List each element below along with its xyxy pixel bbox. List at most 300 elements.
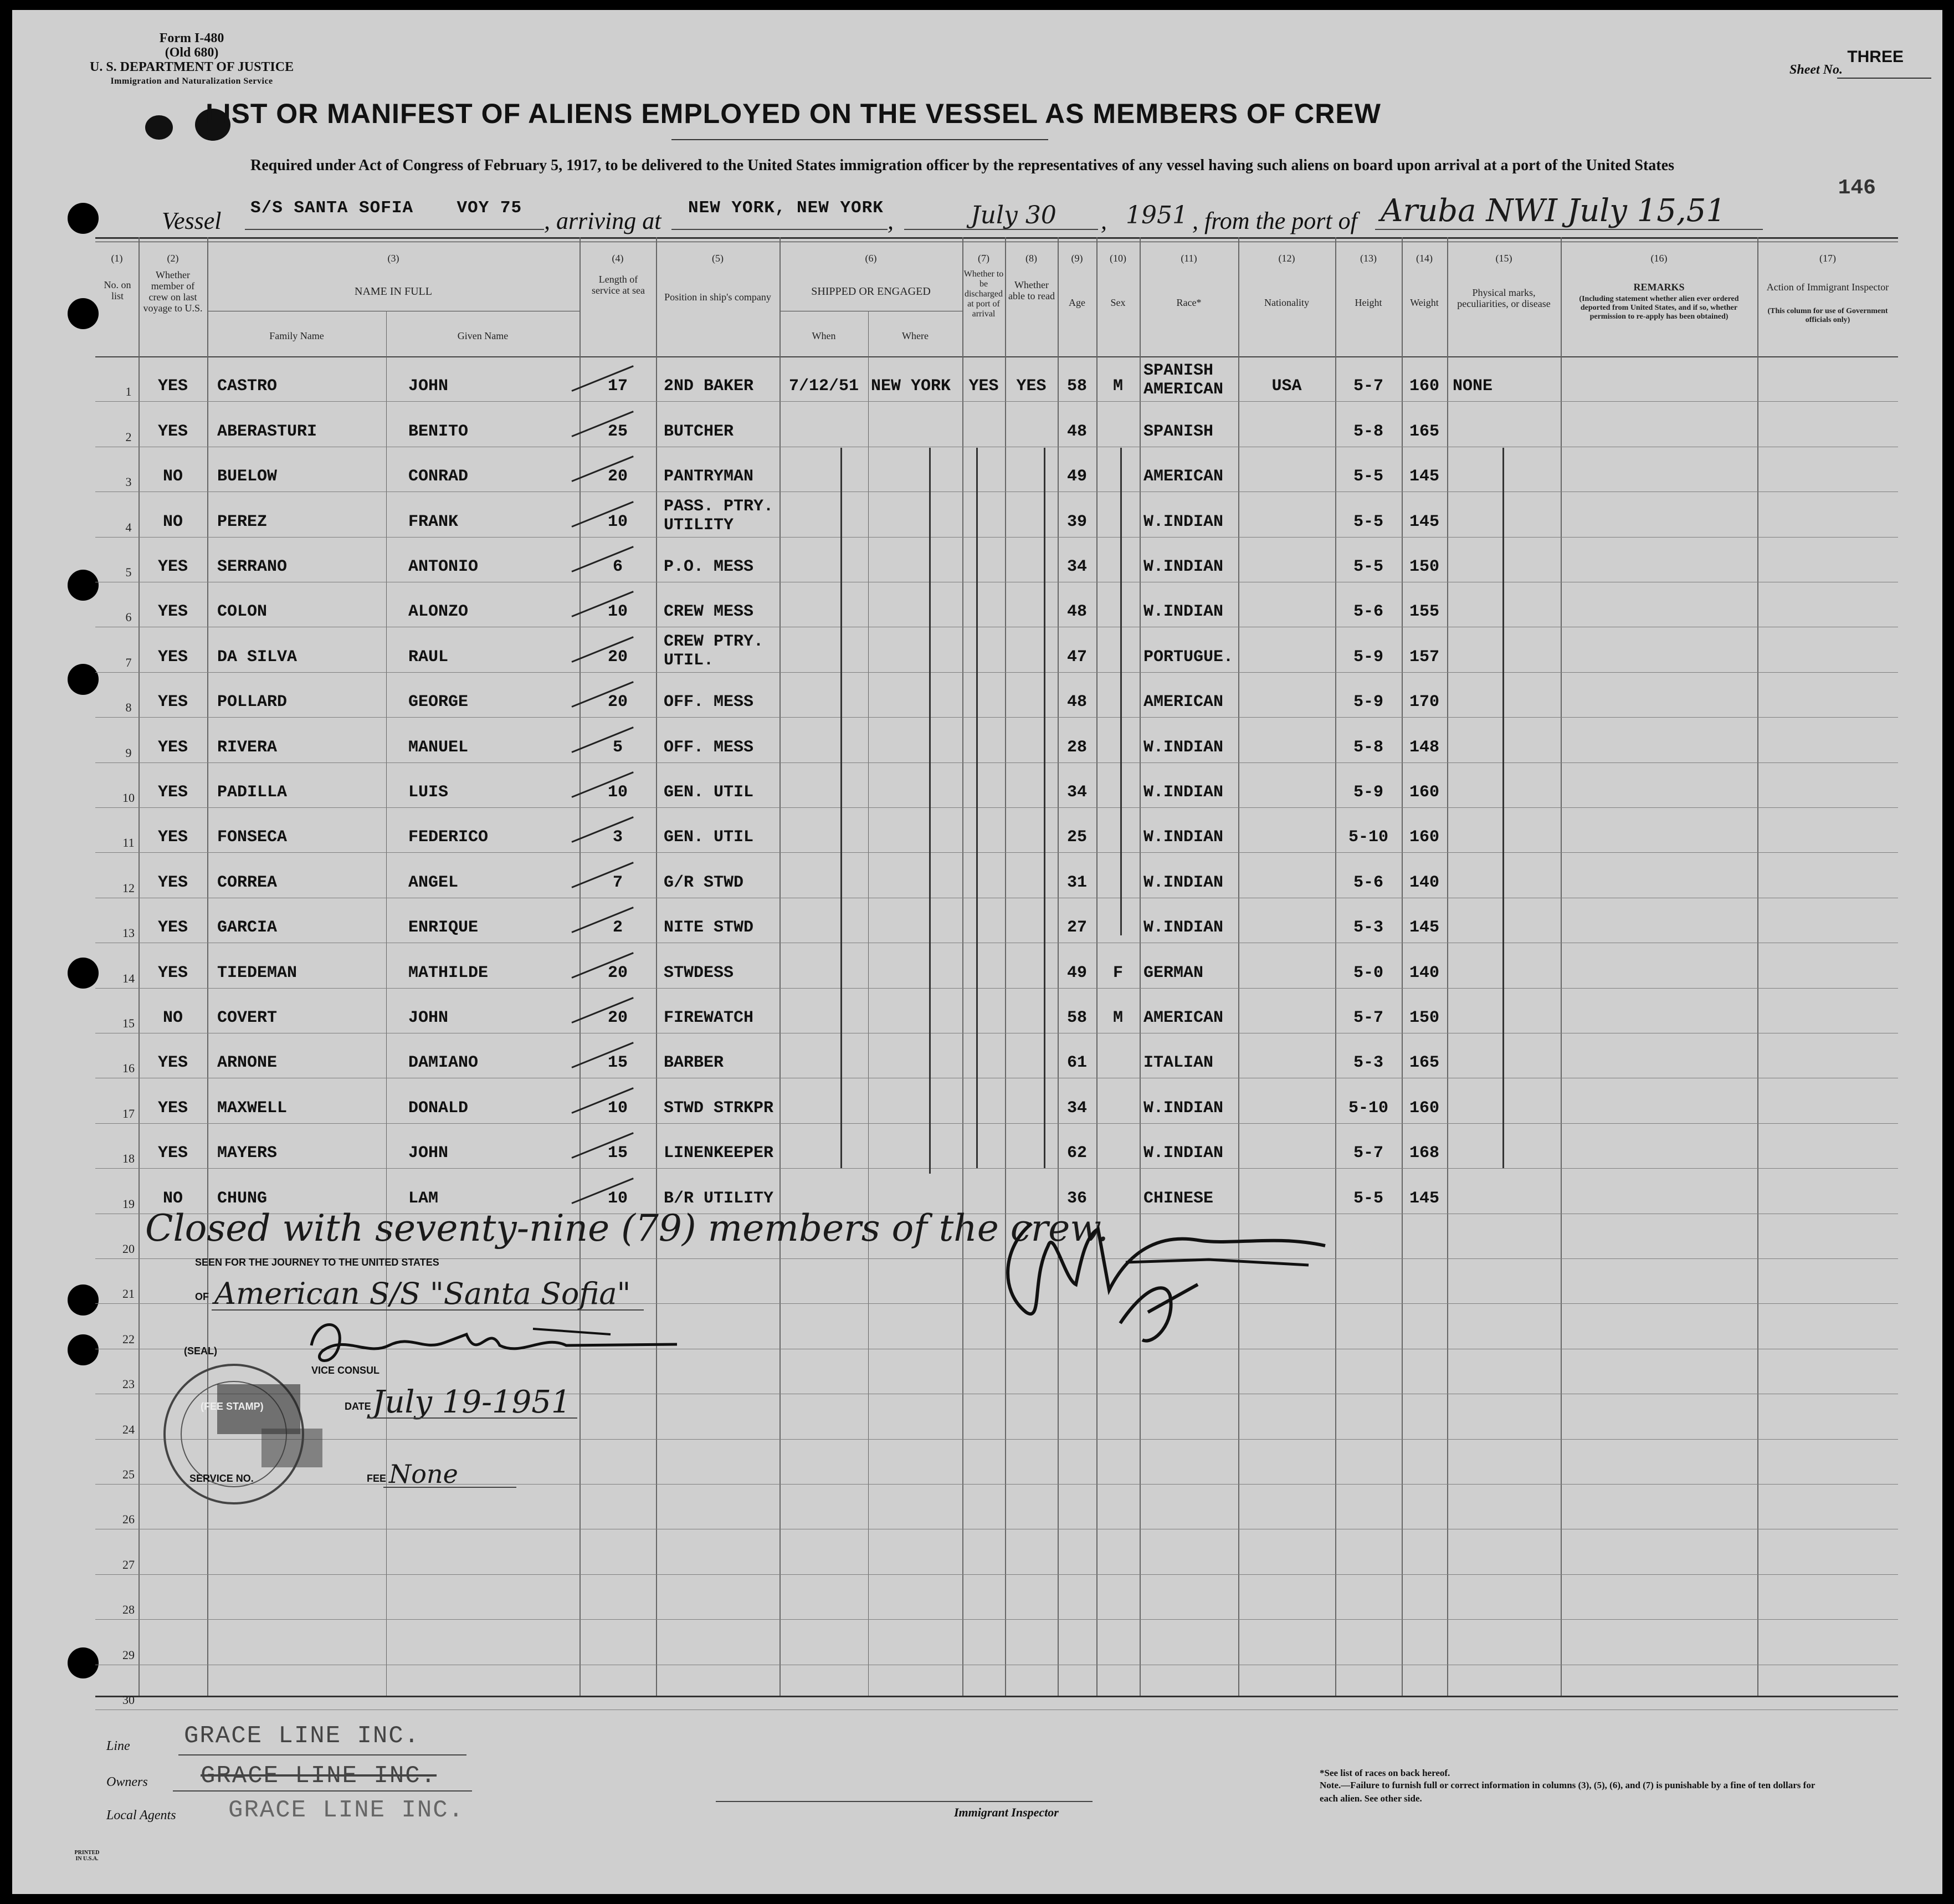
- cell-prev: YES: [157, 602, 188, 622]
- service-name: Immigration and Naturalization Service: [110, 76, 273, 86]
- col-header-race: Race*: [1176, 297, 1202, 308]
- cell-service: 6: [612, 557, 623, 576]
- cell-height: 5-8: [1353, 738, 1383, 757]
- arrival-port: NEW YORK, NEW YORK: [688, 198, 884, 218]
- cell-prev: YES: [157, 647, 188, 667]
- cell-prev: YES: [157, 377, 188, 396]
- cell-age: 58: [1066, 377, 1087, 396]
- fee-label: FEE: [367, 1473, 387, 1484]
- col-num: (9): [1071, 253, 1083, 264]
- cell-race: AMERICAN: [1143, 1009, 1224, 1027]
- form-old-number: (Old 680): [165, 45, 219, 60]
- col-num: (10): [1110, 253, 1126, 264]
- cell-prev: YES: [157, 1098, 188, 1118]
- cell-given: ANTONIO: [408, 557, 479, 576]
- cell-weight: 140: [1409, 873, 1439, 892]
- cell-prev: YES: [157, 693, 188, 712]
- col-num: (4): [612, 253, 624, 264]
- cell-family: ARNONE: [217, 1053, 278, 1073]
- row-number: 24: [122, 1422, 135, 1436]
- row-rule: [95, 807, 1898, 808]
- cell-sex: M: [1112, 377, 1123, 396]
- col-line: [868, 311, 869, 1696]
- cell-weight: 145: [1409, 467, 1439, 487]
- cell-height: 5-9: [1353, 693, 1383, 712]
- cell-age: 58: [1066, 1009, 1087, 1027]
- row-number: 23: [122, 1377, 135, 1391]
- subheader-family-name: Family Name: [269, 330, 324, 341]
- cell-weight: 160: [1409, 377, 1439, 396]
- cell-position: CREW PTRY. UTIL.: [664, 632, 764, 670]
- cell-position: GEN. UTIL: [664, 828, 754, 847]
- col-num: (3): [387, 253, 399, 264]
- cell-position: FIREWATCH: [664, 1009, 754, 1027]
- cell-race: W.INDIAN: [1143, 557, 1224, 576]
- cell-weight: 155: [1409, 602, 1439, 622]
- ditto-line: [1502, 448, 1504, 1168]
- cell-given: MATHILDE: [408, 963, 489, 982]
- cell-family: CORREA: [217, 873, 278, 892]
- cell-height: 5-10: [1348, 828, 1388, 847]
- cell-weight: 145: [1409, 512, 1439, 531]
- penalty-note: Note.—Failure to furnish full or correct information in columns (3), (5), (6), and (7) is punishable by a fine of ten dollars for each alien. See other side.: [1320, 1780, 1815, 1804]
- row-number: 1: [125, 385, 132, 399]
- cell-age: 34: [1066, 557, 1087, 576]
- cell-prev: NO: [162, 1009, 183, 1027]
- agents-label: Local Agents: [106, 1808, 176, 1823]
- col-num: (14): [1416, 253, 1433, 264]
- col-num: (17): [1819, 253, 1836, 264]
- row-rule: [95, 537, 1898, 538]
- row-number: 19: [122, 1196, 135, 1211]
- ditto-line: [840, 448, 842, 1168]
- agents-value: GRACE LINE INC.: [228, 1796, 465, 1824]
- cell-where: NEW YORK: [871, 377, 951, 396]
- cell-service: 3: [612, 828, 623, 847]
- cell-race: W.INDIAN: [1143, 828, 1224, 847]
- action-note: (This column for use of Government officials only): [1767, 307, 1888, 324]
- seal-label: (SEAL): [184, 1345, 217, 1357]
- cell-race: W.INDIAN: [1143, 512, 1224, 531]
- row-number: 26: [122, 1512, 135, 1527]
- cell-height: 5-9: [1353, 783, 1383, 802]
- cell-race: W.INDIAN: [1143, 738, 1224, 757]
- row-rule: [95, 762, 1898, 763]
- cell-family: GARCIA: [217, 918, 278, 938]
- cell-given: FRANK: [408, 512, 459, 531]
- row-number: 27: [122, 1557, 135, 1572]
- ditto-line: [976, 448, 978, 1168]
- cell-service: 7: [612, 873, 623, 892]
- consular-date-underline: [367, 1417, 577, 1419]
- cell-weight: 160: [1409, 828, 1439, 847]
- cell-prev: NO: [162, 467, 183, 487]
- cell-height: 5-9: [1353, 647, 1383, 667]
- row-number: 12: [122, 881, 135, 895]
- cell-weight: 165: [1409, 1053, 1439, 1073]
- fee-amount: None: [389, 1459, 458, 1489]
- row-number: 5: [125, 565, 132, 579]
- cell-given: LAM: [408, 1189, 439, 1208]
- col-num: (1): [111, 253, 123, 264]
- department-name: U. S. DEPARTMENT OF JUSTICE: [90, 60, 294, 74]
- cell-position: BUTCHER: [664, 422, 734, 441]
- inspector-signature-line: [716, 1801, 1093, 1802]
- cell-race: W.INDIAN: [1143, 918, 1224, 938]
- row-rule: [95, 1709, 1898, 1710]
- cell-nationality: USA: [1271, 377, 1302, 396]
- row-rule: [95, 1168, 1898, 1169]
- col-header-marks: Physical marks, peculiarities, or disease: [1457, 287, 1551, 309]
- col-num: (12): [1278, 253, 1295, 264]
- cell-position: B/R UTILITY: [664, 1189, 774, 1208]
- cell-prev: YES: [157, 557, 188, 576]
- cell-given: ENRIQUE: [408, 918, 479, 938]
- subheader-when: When: [812, 330, 836, 341]
- cell-height: 5-6: [1353, 873, 1383, 892]
- cell-height: 5-0: [1353, 963, 1383, 982]
- cell-position: PANTRYMAN: [664, 467, 754, 487]
- cell-position: OFF. MESS: [664, 738, 754, 757]
- cell-when: 7/12/51: [788, 377, 859, 396]
- cell-given: JOHN: [408, 1144, 449, 1163]
- cell-service: 20: [607, 647, 628, 667]
- arrival-date: July 30: [971, 201, 1057, 229]
- cell-service: 20: [607, 693, 628, 712]
- col-num: (11): [1181, 253, 1197, 264]
- cell-position: GEN. UTIL: [664, 783, 754, 802]
- row-rule: [95, 717, 1898, 718]
- inspector-signature: [998, 1212, 1342, 1357]
- col-num: (6): [865, 253, 877, 264]
- owners-label: Owners: [106, 1775, 148, 1789]
- row-number: 20: [122, 1242, 135, 1256]
- row-number: 10: [122, 791, 135, 805]
- cell-weight: 145: [1409, 1189, 1439, 1208]
- line-label: Line: [106, 1739, 130, 1753]
- cell-race: W.INDIAN: [1143, 1098, 1224, 1118]
- col-line: [386, 311, 387, 1696]
- col-line: [1005, 237, 1006, 1696]
- consular-seal-stamp: [151, 1357, 328, 1512]
- remarks-note: (Including statement whether alien ever ordered deported from United States, and if so, whether permission to re-apply has been obtained): [1579, 295, 1739, 321]
- row-rule: [95, 988, 1898, 989]
- row-number: 3: [125, 475, 132, 489]
- row-rule: [95, 1574, 1898, 1575]
- table-top-rule: [95, 237, 1898, 239]
- cell-service: 20: [607, 1009, 628, 1027]
- ditto-line: [929, 448, 931, 1174]
- cell-position: PASS. PTRY. UTILITY: [664, 497, 774, 535]
- col-num: (15): [1495, 253, 1512, 264]
- vessel-label: Vessel: [162, 207, 222, 234]
- cell-given: JOHN: [408, 1009, 449, 1027]
- cell-race: GERMAN: [1143, 963, 1204, 982]
- cell-family: ABERASTURI: [217, 422, 317, 441]
- manifest-title: LIST OR MANIFEST OF ALIENS EMPLOYED ON THE VESSEL AS MEMBERS OF CREW: [206, 98, 1381, 129]
- cell-prev: NO: [162, 1189, 183, 1208]
- row-rule: [95, 672, 1898, 673]
- cell-age: 28: [1066, 738, 1087, 757]
- cell-position: 2ND BAKER: [664, 377, 754, 396]
- cell-age: 62: [1066, 1144, 1087, 1163]
- seen-line: SEEN FOR THE JOURNEY TO THE UNITED STATES: [195, 1257, 439, 1268]
- cell-race: W.INDIAN: [1143, 873, 1224, 892]
- cell-prev: YES: [157, 873, 188, 892]
- col-line: [962, 237, 963, 1696]
- cell-family: MAYERS: [217, 1144, 278, 1163]
- row-number: 14: [122, 971, 135, 985]
- cell-position: LINENKEEPER: [664, 1144, 774, 1163]
- cell-prev: YES: [157, 422, 188, 441]
- cell-age: 36: [1066, 1189, 1087, 1208]
- cell-weight: 165: [1409, 422, 1439, 441]
- cell-service: 20: [607, 467, 628, 487]
- cell-family: SERRANO: [217, 557, 288, 576]
- cell-height: 5-5: [1353, 467, 1383, 487]
- cell-height: 5-7: [1353, 1009, 1383, 1027]
- cell-weight: 150: [1409, 557, 1439, 576]
- cell-prev: YES: [157, 1053, 188, 1073]
- consular-date: July 19-1951: [372, 1384, 571, 1420]
- cell-given: MANUEL: [408, 738, 469, 757]
- row-rule: [95, 401, 1898, 402]
- cell-race: AMERICAN: [1143, 693, 1224, 712]
- cell-position: P.O. MESS: [664, 557, 754, 576]
- inspector-label: Immigrant Inspector: [954, 1805, 1059, 1819]
- col-line: [1757, 237, 1758, 1696]
- cell-family: MAXWELL: [217, 1098, 288, 1118]
- cell-age: 49: [1066, 467, 1087, 487]
- row-rule: [95, 1484, 1898, 1485]
- col-header-sex: Sex: [1110, 297, 1126, 308]
- arriving-label: , arriving at: [544, 207, 661, 234]
- cell-position: NITE STWD: [664, 918, 754, 938]
- col-line: [1238, 237, 1239, 1696]
- cell-age: 34: [1066, 1098, 1087, 1118]
- col-num: (16): [1650, 253, 1668, 264]
- cell-family: BUELOW: [217, 467, 278, 487]
- cell-sex: M: [1112, 1009, 1123, 1027]
- row-number: 25: [122, 1467, 135, 1481]
- comma-sep: ,: [888, 207, 894, 234]
- cell-family: PEREZ: [217, 512, 268, 531]
- cell-age: 25: [1066, 828, 1087, 847]
- of-label: OF: [195, 1291, 209, 1302]
- crew-table: [12, 10, 1942, 1894]
- row-number: 30: [122, 1693, 135, 1707]
- cell-weight: 157: [1409, 647, 1439, 667]
- cell-position: G/R STWD: [664, 873, 744, 892]
- arrival-year: 1951: [1126, 201, 1188, 229]
- cell-read: YES: [1016, 377, 1047, 396]
- row-number: 16: [122, 1061, 135, 1076]
- cell-prev: YES: [157, 783, 188, 802]
- cell-age: 34: [1066, 783, 1087, 802]
- sheet-label: Sheet No.: [1789, 63, 1843, 77]
- from-port-label: , from the port of: [1192, 207, 1357, 234]
- row-number: 15: [122, 1016, 135, 1030]
- cell-height: 5-3: [1353, 918, 1383, 938]
- cell-height: 5-3: [1353, 1053, 1383, 1073]
- col-header-shipped: SHIPPED OR ENGAGED: [811, 285, 931, 298]
- manifest-sheet: [12, 10, 1942, 1894]
- row-number: 13: [122, 926, 135, 940]
- col-num: (7): [978, 253, 989, 264]
- col-line: [1447, 237, 1448, 1696]
- cell-prev: NO: [162, 512, 183, 531]
- cell-weight: 150: [1409, 1009, 1439, 1027]
- col-line: [1561, 237, 1562, 1696]
- date-label: DATE: [345, 1401, 371, 1412]
- sheet-number: THREE: [1847, 48, 1904, 66]
- cell-given: DAMIANO: [408, 1053, 479, 1073]
- year-separator: ,: [1101, 207, 1107, 234]
- line-value: GRACE LINE INC.: [184, 1722, 420, 1750]
- col-num: (2): [167, 253, 179, 264]
- fee-stamp-label: (FEE STAMP): [201, 1401, 264, 1412]
- col-header-service: Length of service at sea: [592, 274, 645, 296]
- cell-family: COVERT: [217, 1009, 278, 1027]
- cell-discharged: YES: [968, 377, 999, 396]
- row-rule: [95, 852, 1898, 853]
- cell-race: SPANISH AMERICAN: [1143, 361, 1224, 400]
- col-header-remarks: REMARKS: [1633, 281, 1685, 293]
- cell-height: 5-5: [1353, 512, 1383, 531]
- line-underline: [178, 1754, 466, 1755]
- row-number: 4: [125, 520, 132, 534]
- cell-service: 15: [607, 1053, 628, 1073]
- cell-height: 5-7: [1353, 1144, 1383, 1163]
- cell-family: POLLARD: [217, 693, 288, 712]
- row-rule: [95, 1123, 1898, 1124]
- col-header-discharged: Whether to be discharged at port of arrival: [963, 269, 1004, 319]
- col-header-nationality: Nationality: [1264, 297, 1309, 308]
- row-number: 21: [122, 1287, 135, 1301]
- cell-age: 61: [1066, 1053, 1087, 1073]
- row-number: 8: [125, 700, 132, 715]
- cell-age: 27: [1066, 918, 1087, 938]
- cell-family: PADILLA: [217, 783, 288, 802]
- cell-weight: 168: [1409, 1144, 1439, 1163]
- cell-age: 48: [1066, 693, 1087, 712]
- col-num: (13): [1360, 253, 1377, 264]
- cell-given: DONALD: [408, 1098, 469, 1118]
- cell-prev: YES: [157, 963, 188, 982]
- col-header-no: No. on list: [104, 279, 131, 301]
- cell-service: 10: [607, 602, 628, 622]
- cell-position: CREW MESS: [664, 602, 754, 622]
- vice-consul-label: VICE CONSUL: [311, 1365, 380, 1376]
- cell-weight: 160: [1409, 1098, 1439, 1118]
- cell-height: 5-10: [1348, 1098, 1388, 1118]
- row-number: 22: [122, 1332, 135, 1346]
- row-number: 28: [122, 1603, 135, 1617]
- cell-race: W.INDIAN: [1143, 602, 1224, 622]
- cell-prev: YES: [157, 918, 188, 938]
- page-number: 146: [1838, 176, 1876, 200]
- cell-service: 5: [612, 738, 623, 757]
- cell-given: RAUL: [408, 647, 449, 667]
- row-rule: [95, 1439, 1898, 1440]
- cell-prev: YES: [157, 1144, 188, 1163]
- cell-age: 31: [1066, 873, 1087, 892]
- cell-weight: 148: [1409, 738, 1439, 757]
- col-header-height: Height: [1355, 297, 1382, 308]
- cell-race: CHINESE: [1143, 1189, 1214, 1208]
- row-number: 6: [125, 610, 132, 625]
- cell-given: FEDERICO: [408, 828, 489, 847]
- subheader-given-name: Given Name: [457, 330, 509, 341]
- vessel-name: S/S SANTA SOFIA VOY 75: [250, 198, 522, 218]
- row-number: 29: [122, 1647, 135, 1662]
- col-header-read: Whether able to read: [1008, 279, 1055, 301]
- cell-service: 10: [607, 512, 628, 531]
- cell-service: 20: [607, 963, 628, 982]
- consular-vessel: American S/S "Santa Sofia": [214, 1276, 631, 1311]
- cell-family: CASTRO: [217, 377, 278, 396]
- row-number: 11: [122, 836, 135, 850]
- cell-age: 47: [1066, 647, 1087, 667]
- cell-height: 5-8: [1353, 422, 1383, 441]
- cell-given: BENITO: [408, 422, 469, 441]
- cell-service: 17: [607, 377, 628, 396]
- cell-weight: 140: [1409, 963, 1439, 982]
- cell-age: 48: [1066, 422, 1087, 441]
- row-number: 18: [122, 1151, 135, 1166]
- cell-age: 49: [1066, 963, 1087, 982]
- cell-weight: 170: [1409, 693, 1439, 712]
- form-number: Form I-480: [159, 31, 224, 45]
- cell-race: PORTUGUE.: [1143, 647, 1234, 667]
- cell-race: SPANISH: [1143, 422, 1214, 441]
- col-header-action: Action of Immigrant Inspector: [1766, 281, 1889, 293]
- cell-service: 10: [607, 1189, 628, 1208]
- cell-given: ANGEL: [408, 873, 459, 892]
- cell-family: TIEDEMAN: [217, 963, 298, 982]
- cell-service: 15: [607, 1144, 628, 1163]
- cell-given: LUIS: [408, 783, 449, 802]
- cell-height: 5-5: [1353, 1189, 1383, 1208]
- cell-family: FONSECA: [217, 828, 288, 847]
- cell-position: OFF. MESS: [664, 693, 754, 712]
- closing-note: Closed with seventy-nine (79) members of the crew.: [145, 1207, 1109, 1250]
- cell-race: AMERICAN: [1143, 467, 1224, 487]
- row-rule: [95, 1619, 1898, 1620]
- cell-height: 5-5: [1353, 557, 1383, 576]
- cell-height: 5-7: [1353, 377, 1383, 396]
- cell-service: 10: [607, 1098, 628, 1118]
- service-number-label: SERVICE NO.: [189, 1473, 254, 1484]
- cell-given: CONRAD: [408, 467, 469, 487]
- cell-age: 39: [1066, 512, 1087, 531]
- cell-marks: NONE: [1453, 377, 1493, 396]
- row-number: 9: [125, 745, 132, 760]
- owners-underline: [173, 1790, 472, 1792]
- cell-given: GEORGE: [408, 693, 469, 712]
- header-bottom-rule: [95, 356, 1898, 357]
- cell-prev: YES: [157, 738, 188, 757]
- col-header-name: NAME IN FULL: [355, 285, 432, 298]
- cell-weight: 160: [1409, 783, 1439, 802]
- cell-position: STWD STRKPR: [664, 1098, 774, 1118]
- races-note: *See list of races on back hereof.: [1320, 1768, 1450, 1778]
- cell-service: 25: [607, 422, 628, 441]
- cell-given: ALONZO: [408, 602, 469, 622]
- cell-position: STWDESS: [664, 963, 734, 982]
- col-header-position: Position in ship's company: [664, 291, 771, 303]
- cell-prev: YES: [157, 828, 188, 847]
